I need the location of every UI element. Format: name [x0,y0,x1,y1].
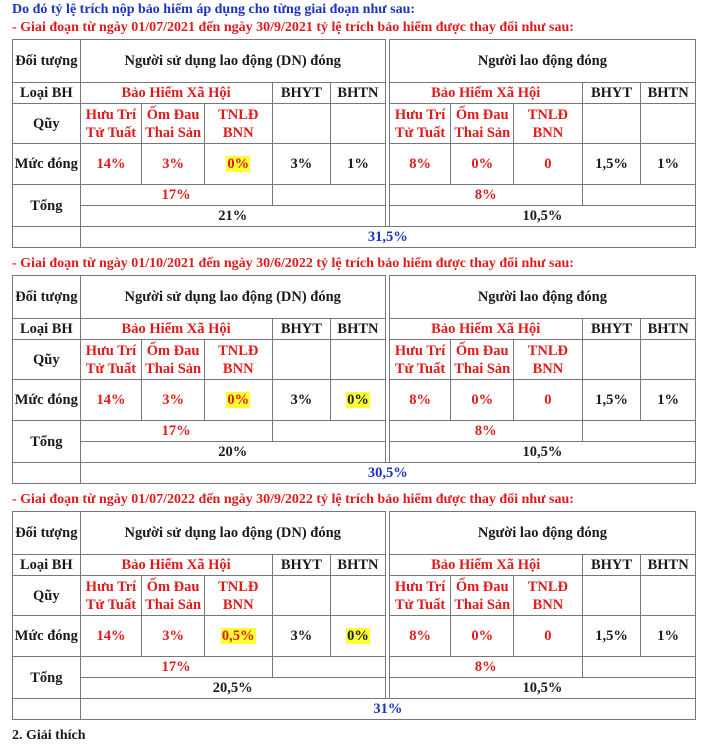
grand-total: 30,5% [80,463,695,484]
employer-fund-om-dau: Ốm Đau Thai Sản [142,576,205,616]
table-row [13,512,696,555]
employer-rate-bhtn [331,380,386,421]
table-row [13,276,696,319]
employee-rate-bhtn: 1% [641,144,696,185]
employer-rate-tnld-highlight: 0% [227,156,250,172]
employee-rate-tnld: 0 [514,144,583,185]
employer-bhxh-header: Bảo Hiểm Xã Hội [80,555,272,576]
employer-total: 21% [80,206,385,227]
employer-rate-huu-tri: 14% [80,380,142,421]
employer-rate-om-dau: 3% [142,144,205,185]
employer-fund-tnld: TNLĐ BNN [204,576,272,616]
tong-label: Tổng [13,185,81,227]
employee-fund-bhyt-empty [582,576,641,616]
employee-fund-huu-tri: Hưu Trí Tử Tuất [389,104,451,144]
table-row [13,555,696,576]
employee-bhxh-header: Bảo Hiểm Xã Hội [389,319,582,340]
doi-tuong-label: Đối tượng [13,512,81,555]
employee-fund-tnld: TNLĐ BNN [514,104,583,144]
table-row [13,657,696,678]
employee-bhxh-total: 8% [389,657,582,678]
employer-header: Người sử dụng lao động (DN) đóng [80,276,385,319]
employee-rate-huu-tri: 8% [389,380,451,421]
table-row [13,421,696,442]
period-heading: - Giai đoạn từ ngày 01/07/2021 đến ngày 30/9/2021 tỷ lệ trích bảo hiểm được thay đổi như sau: [12,20,574,35]
employer-fund-bhyt-empty [272,576,331,616]
employee-bhtn-header: BHTN [641,83,696,104]
employee-rate-bhyt: 1,5% [582,616,641,657]
table-row [13,319,696,340]
employer-bhxh-header: Bảo Hiểm Xã Hội [80,319,272,340]
employee-rate-om-dau: 0% [451,616,514,657]
employer-fund-bhyt-empty [272,104,331,144]
employer-rate-tnld [204,380,272,421]
employee-fund-tnld: TNLĐ BNN [514,340,583,380]
employee-rate-bhyt: 1,5% [582,144,641,185]
employer-rate-om-dau: 3% [142,616,205,657]
insurance-rate-table [12,275,696,484]
employee-rate-om-dau: 0% [451,380,514,421]
employer-rate-tnld-highlight: 0% [227,392,250,408]
table-row [13,616,696,657]
employee-fund-bhtn-empty [641,576,696,616]
employer-bhxh-total: 17% [80,185,272,206]
doi-tuong-label: Đối tượng [13,40,81,83]
employee-bhxh-header: Bảo Hiểm Xã Hội [389,83,582,104]
grand-total-blank [13,699,81,720]
employee-fund-tnld: TNLĐ BNN [514,576,583,616]
employer-rate-bhtn: 1% [331,144,386,185]
employee-rate-huu-tri: 8% [389,144,451,185]
employee-subtotal-empty [582,185,695,206]
table-row [13,206,696,227]
employer-bhyt-header: BHYT [272,83,331,104]
employer-fund-om-dau: Ốm Đau Thai Sản [142,104,205,144]
employer-fund-tnld: TNLĐ BNN [204,104,272,144]
muc-dong-label: Mức đóng [13,144,81,185]
employer-bhtn-header: BHTN [331,319,386,340]
table-row [13,442,696,463]
intro-text: Do đó tỷ lệ trích nộp bảo hiểm áp dụng cho từng giai đoạn như sau: [12,2,416,17]
employer-bhyt-header: BHYT [272,555,331,576]
quy-label: Qũy [13,576,81,616]
employee-total: 10,5% [389,678,695,699]
employer-bhxh-header: Bảo Hiểm Xã Hội [80,83,272,104]
table-row [13,227,696,248]
footer-text: 2. Giải thích [12,728,86,743]
employer-total: 20,5% [80,678,385,699]
employer-rate-bhtn [331,616,386,657]
employer-header: Người sử dụng lao động (DN) đóng [80,512,385,555]
grand-total: 31% [80,699,695,720]
employee-subtotal-empty [582,421,695,442]
employee-bhxh-total: 8% [389,185,582,206]
employee-rate-huu-tri: 8% [389,616,451,657]
employer-bhxh-total: 17% [80,421,272,442]
employer-subtotal-empty [272,185,385,206]
loai-bh-label: Loại BH [13,83,81,104]
employer-rate-tnld-highlight: 0,5% [221,628,255,644]
employee-rate-tnld: 0 [514,616,583,657]
table-row [13,144,696,185]
employee-total: 10,5% [389,442,695,463]
employee-fund-bhyt-empty [582,104,641,144]
employee-bhyt-header: BHYT [582,83,641,104]
employer-rate-bhtn-highlight: 0% [347,628,369,644]
table-row [13,699,696,720]
quy-label: Qũy [13,340,81,380]
employee-fund-huu-tri: Hưu Trí Tử Tuất [389,576,451,616]
employee-header: Người lao động đóng [389,512,695,555]
employee-fund-huu-tri: Hưu Trí Tử Tuất [389,340,451,380]
period-heading: - Giai đoạn từ ngày 01/07/2022 đến ngày 30/9/2022 tỷ lệ trích bảo hiểm được thay đổi như sau: [12,492,574,507]
grand-total: 31,5% [80,227,695,248]
employer-bhtn-header: BHTN [331,555,386,576]
employer-fund-tnld: TNLĐ BNN [204,340,272,380]
employee-fund-bhyt-empty [582,340,641,380]
employer-rate-bhtn-highlight: 0% [347,392,369,408]
employee-bhtn-header: BHTN [641,555,696,576]
employer-fund-bhyt-empty [272,340,331,380]
insurance-rate-table [12,39,696,248]
insurance-rate-table [12,511,696,720]
employer-fund-huu-tri: Hưu Trí Tử Tuất [80,104,142,144]
tong-label: Tổng [13,421,81,463]
employer-header: Người sử dụng lao động (DN) đóng [80,40,385,83]
employee-total: 10,5% [389,206,695,227]
employer-bhyt-header: BHYT [272,319,331,340]
employee-bhyt-header: BHYT [582,555,641,576]
employee-fund-om-dau: Ốm Đau Thai Sản [451,576,514,616]
employee-rate-bhtn: 1% [641,616,696,657]
employer-fund-om-dau: Ốm Đau Thai Sản [142,340,205,380]
period-heading: - Giai đoạn từ ngày 01/10/2021 đến ngày 30/6/2022 tỷ lệ trích bảo hiểm được thay đổi như sau: [12,256,574,271]
muc-dong-label: Mức đóng [13,380,81,421]
employer-rate-bhyt: 3% [272,144,331,185]
table-row [13,83,696,104]
quy-label: Qũy [13,104,81,144]
employee-rate-tnld: 0 [514,380,583,421]
table-row [13,104,696,144]
employee-header: Người lao động đóng [389,276,695,319]
loai-bh-label: Loại BH [13,319,81,340]
table-row [13,678,696,699]
employer-rate-bhyt: 3% [272,616,331,657]
employer-rate-om-dau: 3% [142,380,205,421]
employer-rate-tnld [204,144,272,185]
grand-total-blank [13,227,81,248]
tong-label: Tổng [13,657,81,699]
grand-total-blank [13,463,81,484]
table-row [13,340,696,380]
table-row [13,185,696,206]
employee-rate-om-dau: 0% [451,144,514,185]
employer-total: 20% [80,442,385,463]
employer-rate-tnld [204,616,272,657]
employee-fund-om-dau: Ốm Đau Thai Sản [451,340,514,380]
employee-fund-bhtn-empty [641,340,696,380]
employer-fund-bhtn-empty [331,576,386,616]
table-row [13,576,696,616]
employer-subtotal-empty [272,421,385,442]
employee-bhxh-total: 8% [389,421,582,442]
employer-rate-huu-tri: 14% [80,144,142,185]
employee-rate-bhyt: 1,5% [582,380,641,421]
employee-bhyt-header: BHYT [582,319,641,340]
employer-fund-bhtn-empty [331,340,386,380]
employee-subtotal-empty [582,657,695,678]
employer-bhtn-header: BHTN [331,83,386,104]
employer-rate-bhyt: 3% [272,380,331,421]
employee-bhtn-header: BHTN [641,319,696,340]
employer-fund-huu-tri: Hưu Trí Tử Tuất [80,576,142,616]
doi-tuong-label: Đối tượng [13,276,81,319]
table-row [13,40,696,83]
employee-rate-bhtn: 1% [641,380,696,421]
employer-subtotal-empty [272,657,385,678]
employee-header: Người lao động đóng [389,40,695,83]
table-row [13,463,696,484]
muc-dong-label: Mức đóng [13,616,81,657]
employer-rate-huu-tri: 14% [80,616,142,657]
employer-fund-bhtn-empty [331,104,386,144]
employee-bhxh-header: Bảo Hiểm Xã Hội [389,555,582,576]
loai-bh-label: Loại BH [13,555,81,576]
employer-bhxh-total: 17% [80,657,272,678]
employer-fund-huu-tri: Hưu Trí Tử Tuất [80,340,142,380]
table-row [13,380,696,421]
employee-fund-om-dau: Ốm Đau Thai Sản [451,104,514,144]
employee-fund-bhtn-empty [641,104,696,144]
